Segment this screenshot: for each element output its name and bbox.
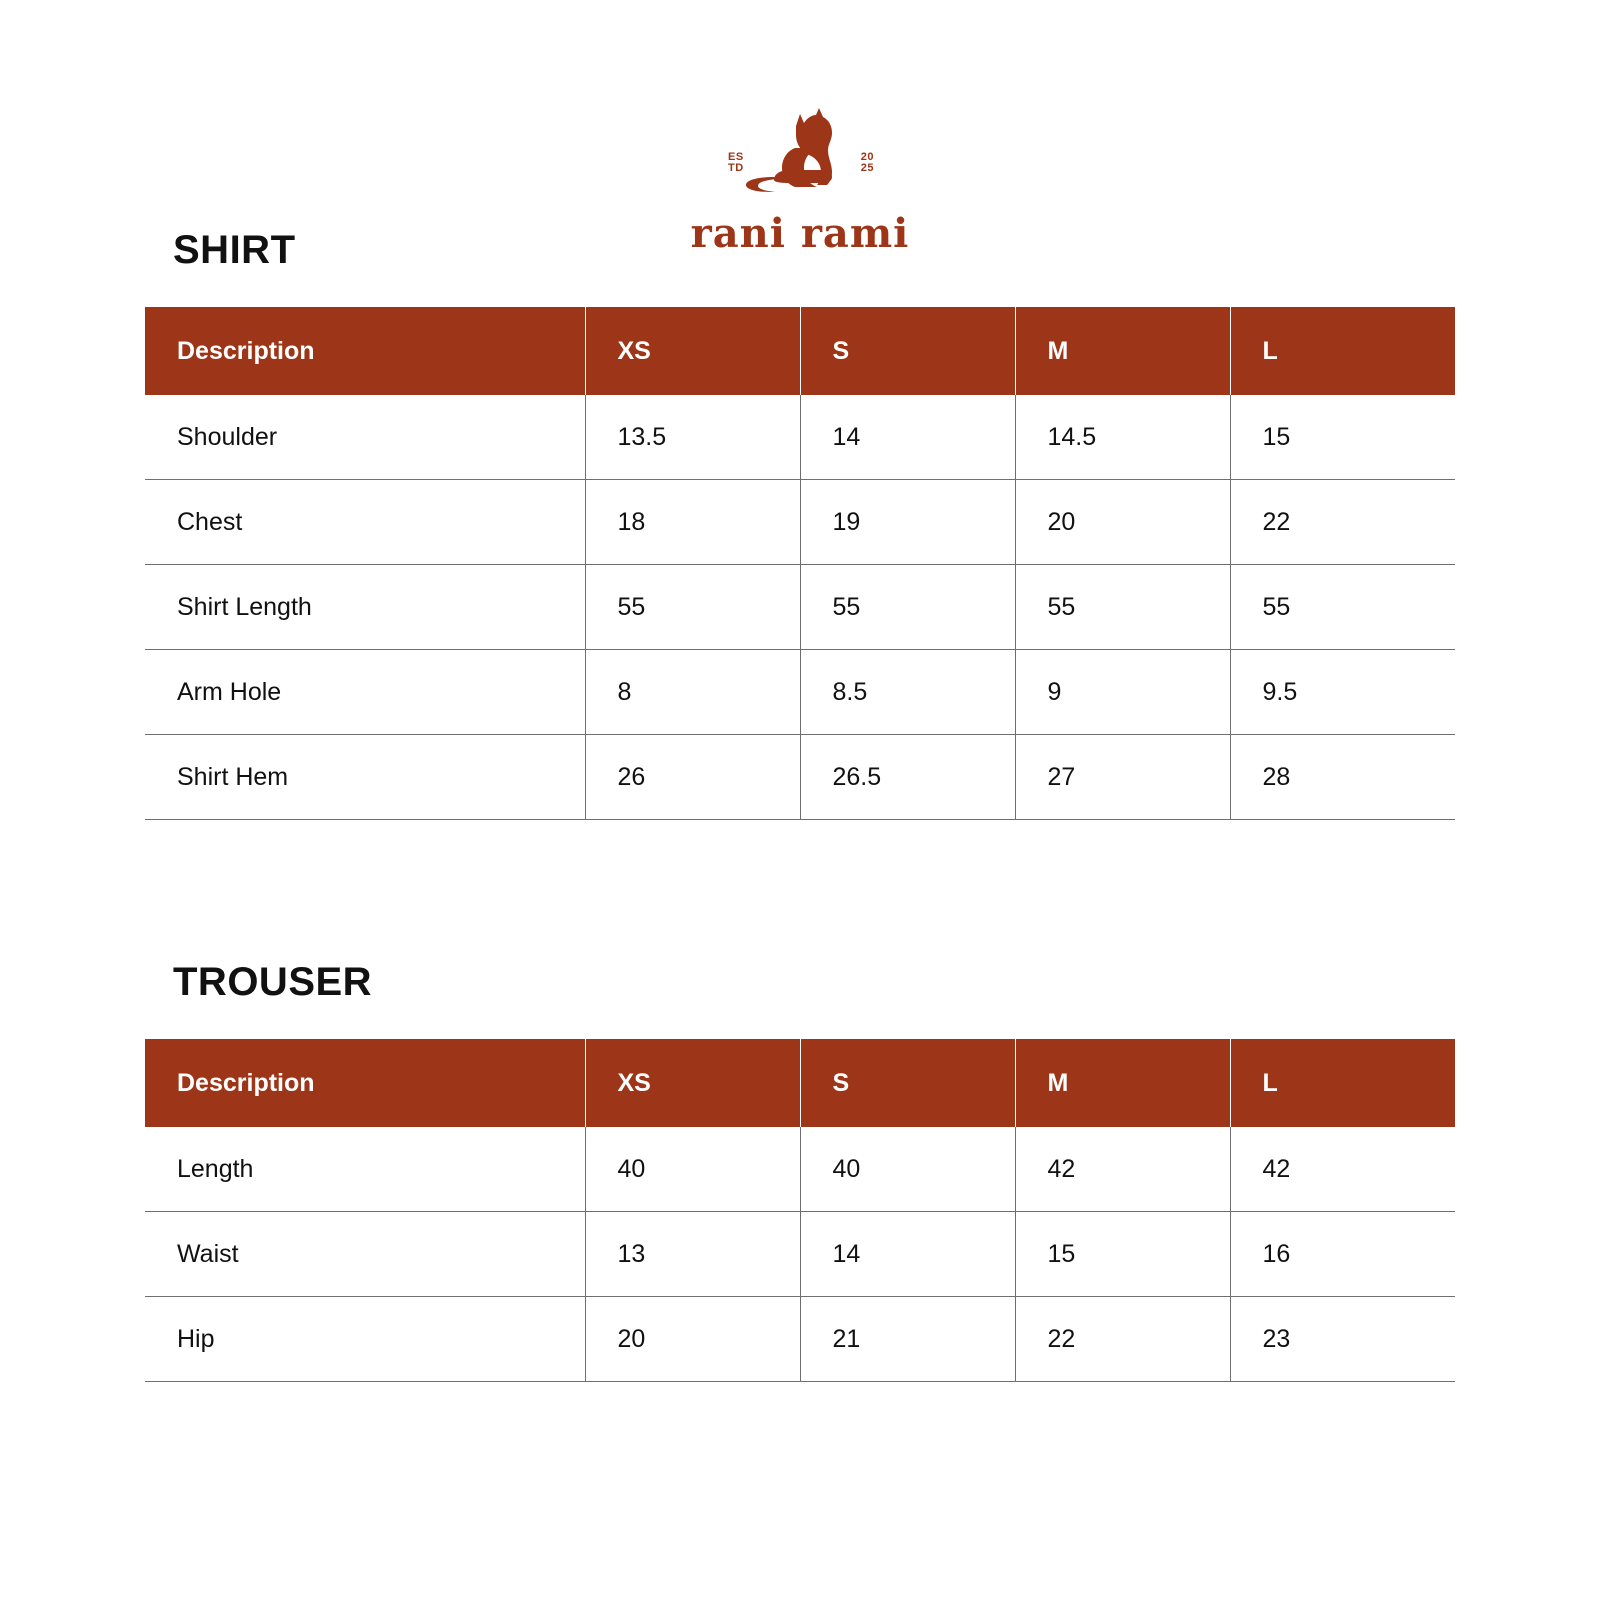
shirt-size-table	[145, 307, 1455, 820]
year-bottom-text: 25	[860, 162, 874, 174]
cell-xs: 40	[585, 1127, 800, 1212]
cell-xs: 18	[585, 480, 800, 565]
table-row	[145, 480, 1455, 565]
section-shirt	[145, 228, 1455, 820]
cell-l: 23	[1230, 1297, 1455, 1382]
column-header-s: S	[800, 1039, 1015, 1127]
column-header-m: M	[1015, 307, 1230, 395]
section-title-shirt: SHIRT	[173, 228, 296, 272]
cell-xs: 13.5	[585, 395, 800, 480]
cell-description: Hip	[145, 1297, 585, 1382]
cell-xs: 8	[585, 650, 800, 735]
cell-s: 55	[800, 565, 1015, 650]
cell-l: 42	[1230, 1127, 1455, 1212]
cell-l: 28	[1230, 735, 1455, 820]
table-row	[145, 565, 1455, 650]
estd-label	[728, 152, 744, 174]
cell-s: 21	[800, 1297, 1015, 1382]
cell-description: Length	[145, 1127, 585, 1212]
brand-name: rani rami	[690, 210, 910, 257]
column-header-xs: XS	[585, 307, 800, 395]
cell-description: Chest	[145, 480, 585, 565]
cell-xs: 55	[585, 565, 800, 650]
cell-description: Shirt Hem	[145, 735, 585, 820]
cell-m: 55	[1015, 565, 1230, 650]
table-row	[145, 1297, 1455, 1382]
cell-s: 19	[800, 480, 1015, 565]
cell-xs: 13	[585, 1212, 800, 1297]
year-top-text: 20	[860, 151, 874, 163]
cell-description: Waist	[145, 1212, 585, 1297]
table-row	[145, 735, 1455, 820]
cell-l: 9.5	[1230, 650, 1455, 735]
cell-m: 22	[1015, 1297, 1230, 1382]
section-title-trouser: TROUSER	[173, 960, 373, 1004]
table-row	[145, 395, 1455, 480]
cell-m: 15	[1015, 1212, 1230, 1297]
cell-l: 55	[1230, 565, 1455, 650]
table-header-row	[145, 1039, 1455, 1127]
trouser-size-table	[145, 1039, 1455, 1382]
logo-mark	[700, 108, 900, 218]
cell-m: 20	[1015, 480, 1230, 565]
cell-description: Shoulder	[145, 395, 585, 480]
column-header-xs: XS	[585, 1039, 800, 1127]
column-header-l: L	[1230, 1039, 1455, 1127]
cell-s: 40	[800, 1127, 1015, 1212]
cell-xs: 26	[585, 735, 800, 820]
estd-top-text: ES	[728, 151, 744, 163]
cell-s: 14	[800, 395, 1015, 480]
column-header-description: Description	[145, 1039, 585, 1127]
table-row	[145, 1127, 1455, 1212]
table-row	[145, 650, 1455, 735]
cell-l: 15	[1230, 395, 1455, 480]
estd-bottom-text: TD	[728, 162, 744, 174]
cell-m: 14.5	[1015, 395, 1230, 480]
cell-m: 42	[1015, 1127, 1230, 1212]
cell-l: 22	[1230, 480, 1455, 565]
column-header-s: S	[800, 307, 1015, 395]
cell-xs: 20	[585, 1297, 800, 1382]
table-header-row	[145, 307, 1455, 395]
column-header-m: M	[1015, 1039, 1230, 1127]
column-header-description: Description	[145, 307, 585, 395]
cell-description: Arm Hole	[145, 650, 585, 735]
section-trouser	[145, 960, 1455, 1382]
cell-m: 9	[1015, 650, 1230, 735]
cell-s: 8.5	[800, 650, 1015, 735]
cell-s: 26.5	[800, 735, 1015, 820]
cell-description: Shirt Length	[145, 565, 585, 650]
column-header-l: L	[1230, 307, 1455, 395]
table-row	[145, 1212, 1455, 1297]
cell-m: 27	[1015, 735, 1230, 820]
year-label	[861, 152, 874, 174]
cell-l: 16	[1230, 1212, 1455, 1297]
cell-s: 14	[800, 1212, 1015, 1297]
